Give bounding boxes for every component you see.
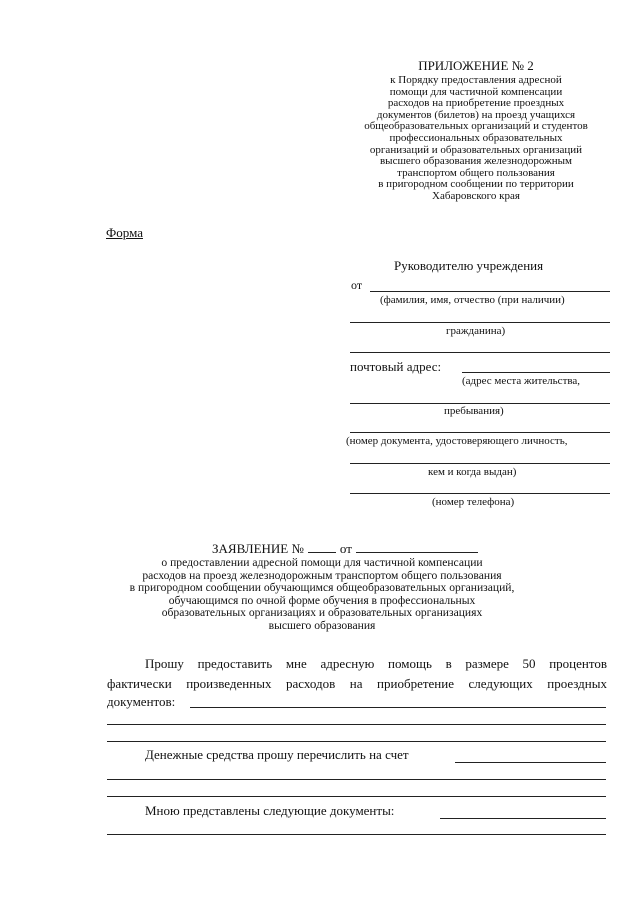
bank-account-field[interactable] — [455, 762, 606, 763]
caption-stay: пребывания) — [444, 405, 504, 417]
travel-documents-field-3[interactable] — [107, 741, 606, 742]
phone-field[interactable] — [350, 493, 610, 494]
statement-subtitle — [96, 557, 548, 633]
postal-address-field[interactable] — [462, 372, 610, 373]
appendix-line: транспортом общего пользования — [397, 166, 555, 179]
id-issued-field[interactable] — [350, 463, 610, 464]
appendix-line: к Порядку предоставления адресной — [390, 74, 562, 86]
appendix-line: профессиональных образовательных — [389, 131, 563, 144]
appendix-line: высшего образования железнодорожным — [379, 155, 572, 168]
appendix-line: общеобразовательных организаций и студентов — [364, 120, 588, 133]
statement-subtitle-line: образовательных организациях и образовательных организациях — [161, 606, 483, 620]
caption-phone: (номер телефона) — [432, 496, 515, 508]
documents-label: Мною представлены следующие документы: — [145, 803, 395, 818]
appendix-line: помощи для частичной компенсации — [389, 85, 563, 98]
statement-subtitle-line: в пригородном сообщении обучающимся общеобразовательных организаций, — [129, 581, 515, 595]
appendix-header — [336, 58, 616, 203]
statement-subtitle-line: высшего образования — [268, 618, 376, 632]
request-line-2: фактически произведенных расходов на приобретение следующих проездных — [107, 676, 607, 691]
travel-documents-field[interactable] — [190, 707, 606, 708]
applicant-name-field-3[interactable] — [350, 352, 610, 353]
postal-address-field-2[interactable] — [350, 403, 610, 404]
caption-citizen: гражданина) — [446, 325, 506, 337]
statement-subtitle-line: расходов на проезд железнодорожным транспортом общего пользования — [142, 568, 502, 582]
form-label: Форма — [106, 225, 143, 240]
statement-title — [212, 540, 478, 557]
funds-label: Денежные средства прошу перечислить на счет — [145, 747, 409, 762]
id-document-field[interactable] — [350, 432, 610, 433]
statement-title-prefix: ЗАЯВЛЕНИЕ № — [212, 541, 304, 556]
from-label: от — [351, 278, 363, 292]
request-line-3: документов: — [107, 694, 176, 709]
statement-subtitle-line: о предоставлении адресной помощи для частичной компенсации — [161, 556, 483, 569]
bank-account-field-3[interactable] — [107, 796, 606, 797]
appendix-line: документов (билетов) на проезд учащихся — [376, 108, 576, 121]
applicant-name-field[interactable] — [370, 291, 610, 292]
caption-id-document: (номер документа, удостоверяющего личность, — [346, 435, 568, 447]
statement-subtitle-line: обучающимся по очной форме обучения в профессиональных — [168, 593, 476, 607]
appendix-line: организаций и образовательных организаций — [369, 143, 583, 156]
postal-address-label: почтовый адрес: — [350, 359, 442, 374]
statement-title-from: от — [339, 541, 352, 556]
recipient-title: Руководителю учреждения — [394, 258, 544, 273]
request-line-1: Прошу предоставить мне адресную помощь в размере 50 процентов — [145, 656, 607, 671]
appendix-line: в пригородном сообщении по территории — [378, 178, 574, 191]
travel-documents-field-2[interactable] — [107, 724, 606, 725]
submitted-documents-field[interactable] — [440, 818, 606, 819]
appendix-line: расходов на приобретение проездных — [387, 97, 565, 110]
caption-residence: (адрес места жительства, — [462, 375, 581, 387]
statement-date-field[interactable] — [356, 540, 478, 553]
submitted-documents-field-2[interactable] — [107, 834, 606, 835]
bank-account-field-2[interactable] — [107, 779, 606, 780]
statement-number-field[interactable] — [308, 540, 336, 553]
caption-issued: кем и когда выдан) — [428, 466, 517, 478]
appendix-title: ПРИЛОЖЕНИЕ № 2 — [418, 58, 534, 73]
applicant-name-field-2[interactable] — [350, 322, 610, 323]
appendix-line: Хабаровского края — [432, 189, 520, 202]
caption-fio: (фамилия, имя, отчество (при наличии) — [380, 294, 565, 306]
